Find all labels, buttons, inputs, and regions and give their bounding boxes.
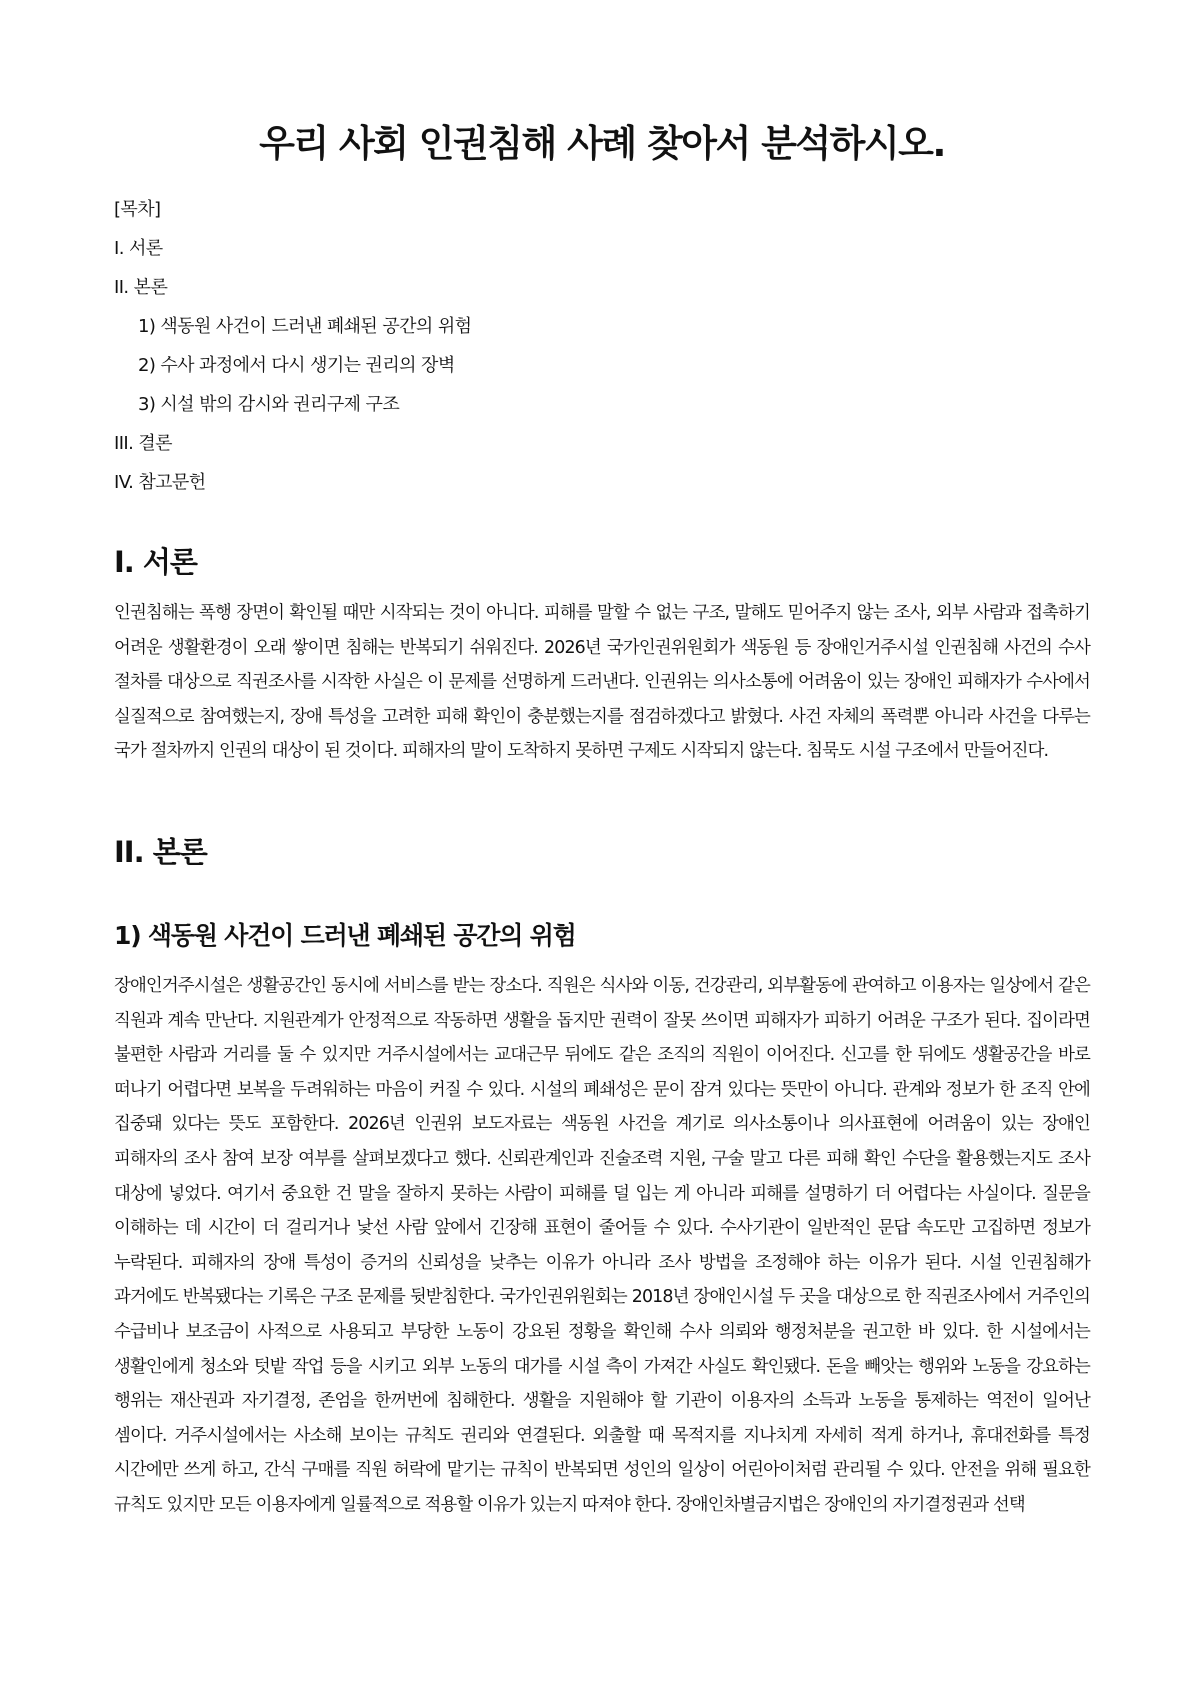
section-heading-body: II. 본론 xyxy=(114,835,207,869)
toc-item-conclusion: III. 결론 xyxy=(114,433,172,454)
toc-subitem-2: 2) 수사 과정에서 다시 생기는 권리의 장벽 xyxy=(138,355,455,376)
table-of-contents xyxy=(114,190,1090,502)
toc-subitem-1: 1) 색동원 사건이 드러낸 폐쇄된 공간의 위험 xyxy=(138,316,472,337)
subsection-heading-1: 1) 색동원 사건이 드러낸 폐쇄된 공간의 위험 xyxy=(114,921,576,950)
subsection-1-paragraph: 장애인거주시설은 생활공간인 동시에 서비스를 받는 장소다. 직원은 식사와 이동, 건강관리, 외부활동에 관여하고 이용자는 일상에서 같은 직원과 계속 만난다. 지원관계가 안정적으로 작동하면 생활을 돕지만 권력이 잘못 쓰이면 피해자가 피하기 어려운 구조가 된다. 집이라면 불편한 사람과 거리를 둘 수 있지만 거주시설에서는 교대근무 뒤에도 같은 조직의 직원이 이어진다. 신고를 한 뒤에도 생활공간을 바로 떠나기 어렵다면 보복을 두려워하는 마음이 커질 수 있다. 시설의 폐쇄성은 문이 잠겨 있다는 뜻만이 아니다. 관계와 정보가 한 조직 안에 집중돼 있다는 뜻도 포함한다. 2026년 인권위 보도자료는 색동원 사건을 계기로 의사소통이나 의사표현에 어려움이 있는 장애인 피해자의 조사 참여 보장 여부를 살펴보겠다고 했다. 신뢰관계인과 진술조력 지원, 구술 말고 다른 피해 확인 수단을 활용했는지도 조사 대상에 넣었다. 여기서 중요한 건 말을 잘하지 못하는 사람이 피해를 덜 입는 게 아니라 피해를 설명하기 더 어렵다는 사실이다. 질문을 이해하는 데 시간이 더 걸리거나 낯선 사람 앞에서 긴장해 표현이 줄어들 수 있다. 수사기관이 일반적인 문답 속도만 고집하면 정보가 누락된다. 피해자의 장애 특성이 증거의 신뢰성을 낮추는 이유가 아니라 조사 방법을 조정해야 하는 이유가 된다. 시설 인권침해가 과거에도 반복됐다는 기록은 구조 문제를 뒷받침한다. 국가인권위원회는 2018년 장애인시설 두 곳을 대상으로 한 직권조사에서 거주인의 수급비나 보조금이 사적으로 사용되고 부당한 노동이 강요된 정황을 확인해 수사 의뢰와 행정처분을 권고한 바 있다. 한 시설에서는 생활인에게 청소와 텃밭 작업 등을 시키고 외부 노동의 대가를 시설 측이 가져간 사실도 확인됐다. 돈을 빼앗는 행위와 노동을 강요하는 행위는 재산권과 자기결정, 존엄을 한꺼번에 침해한다. 생활을 지원해야 할 기관이 이용자의 소득과 노동을 통제하는 역전이 일어난 셈이다. 거주시설에서는 사소해 보이는 규칙도 권리와 연결된다. 외출할 때 목적지를 지나치게 자세히 적게 하거나, 휴대전화를 특정 시간에만 쓰게 하고, 간식 구매를 직원 허락에 맡기는 규칙이 반복되면 성인의 일상이 어린아이처럼 관리될 수 있다. 안전을 위해 필요한 규칙도 있지만 모든 이용자에게 일률적으로 적용할 이유가 있는지 따져야 한다. 장애인차별금지법은 장애인의 자기결정권과 선택 xyxy=(114,976,1091,1515)
toc-item-references: IV. 참고문헌 xyxy=(114,472,206,493)
toc-item-intro: I. 서론 xyxy=(114,238,163,259)
section-heading-intro: I. 서론 xyxy=(114,545,197,579)
toc-item-body: II. 본론 xyxy=(114,277,168,298)
toc-heading: [목차] xyxy=(114,199,161,220)
toc-subitem-3: 3) 시설 밖의 감시와 권리구제 구조 xyxy=(138,394,400,415)
document-title: 우리 사회 인권침해 사례 찾아서 분석하시오. xyxy=(259,122,945,165)
intro-paragraph: 인권침해는 폭행 장면이 확인될 때만 시작되는 것이 아니다. 피해를 말할 수 없는 구조, 말해도 믿어주지 않는 조사, 외부 사람과 접촉하기 어려운 생활환경이 오래 쌓이면 침해는 반복되기 쉬워진다. 2026년 국가인권위원회가 색동원 등 장애인거주시설 인권침해 사건의 수사 절차를 대상으로 직권조사를 시작한 사실은 이 문제를 선명하게 드러낸다. 인권위는 의사소통에 어려움이 있는 장애인 피해자가 수사에서 실질적으로 참여했는지, 장애 특성을 고려한 피해 확인이 충분했는지를 점검하겠다고 밝혔다. 사건 자체의 폭력뿐 아니라 사건을 다루는 국가 절차까지 인권의 대상이 된 것이다. 피해자의 말이 도착하지 못하면 구제도 시작되지 않는다. 침묵도 시설 구조에서 만들어진다. xyxy=(114,603,1090,762)
